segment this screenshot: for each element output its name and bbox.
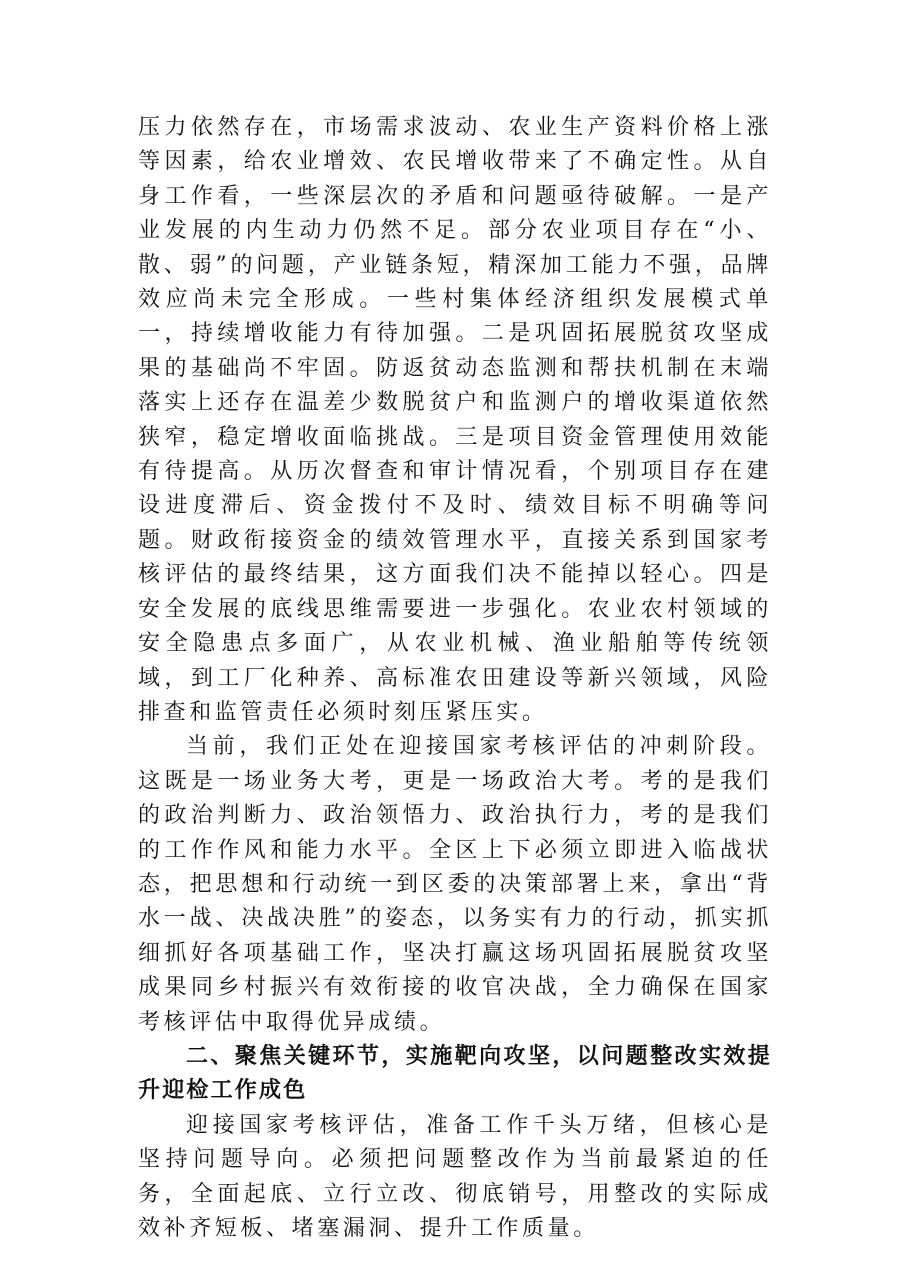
section-heading: 二、聚焦关键环节，实施靶向攻坚，以问题整改实效提升迎检工作成色 [138, 1043, 772, 1104]
document-body [138, 111, 772, 1246]
paragraph-current-stage: 当前，我们正处在迎接国家考核评估的冲刺阶段。这既是一场业务大考，更是一场政治大考。考的是我们的政治判断力、政治领悟力、政治执行力，考的是我们的工作作风和能力水平。全区上下必须立即进入临战状态，把思想和行动统一到区委的决策部署上来，拿出“背水一战、决战决胜”的姿态，以务实有力的行动，抓实抓细抓好各项基础工作，坚决打赢这场巩固拓展脱贫攻坚成果同乡村振兴有效衔接的收官决战，全力确保在国家考核评估中取得优异成绩。 [138, 734, 772, 1035]
paragraph-problem-rectification: 迎接国家考核评估，准备工作千头万绪，但核心是坚持问题导向。必须把问题整改作为当前最紧迫的任务，全面起底、立行立改、彻底销号，用整改的实际成效补齐短板、堵塞漏洞、提升工作质量。 [138, 1112, 772, 1241]
paragraph-continuation: 压力依然存在，市场需求波动、农业生产资料价格上涨等因素，给农业增效、农民增收带来了不确定性。从自身工作看，一些深层次的矛盾和问题亟待破解。一是产业发展的内生动力仍然不足。部分农业项目存在“小、散、弱”的问题，产业链条短，精深加工能力不强，品牌效应尚未完全形成。一些村集体经济组织发展模式单一，持续增收能力有待加强。二是巩固拓展脱贫攻坚成果的基础尚不牢固。防返贫动态监测和帮扶机制在末端落实上还存在温差少数脱贫户和监测户的增收渠道依然狭窄，稳定增收面临挑战。三是项目资金管理使用效能有待提高。从历次督查和审计情况看，个别项目存在建设进度滞后、资金拨付不及时、绩效目标不明确等问题。财政衔接资金的绩效管理水平，直接关系到国家考核评估的最终结果，这方面我们决不能掉以轻心。四是安全发展的底线思维需要进一步强化。农业农村领域的安全隐患点多面广，从农业机械、渔业船舶等传统领域，到工厂化种养、高标准农田建设等新兴领域，风险排查和监管责任必须时刻压紧压实。 [138, 115, 772, 725]
